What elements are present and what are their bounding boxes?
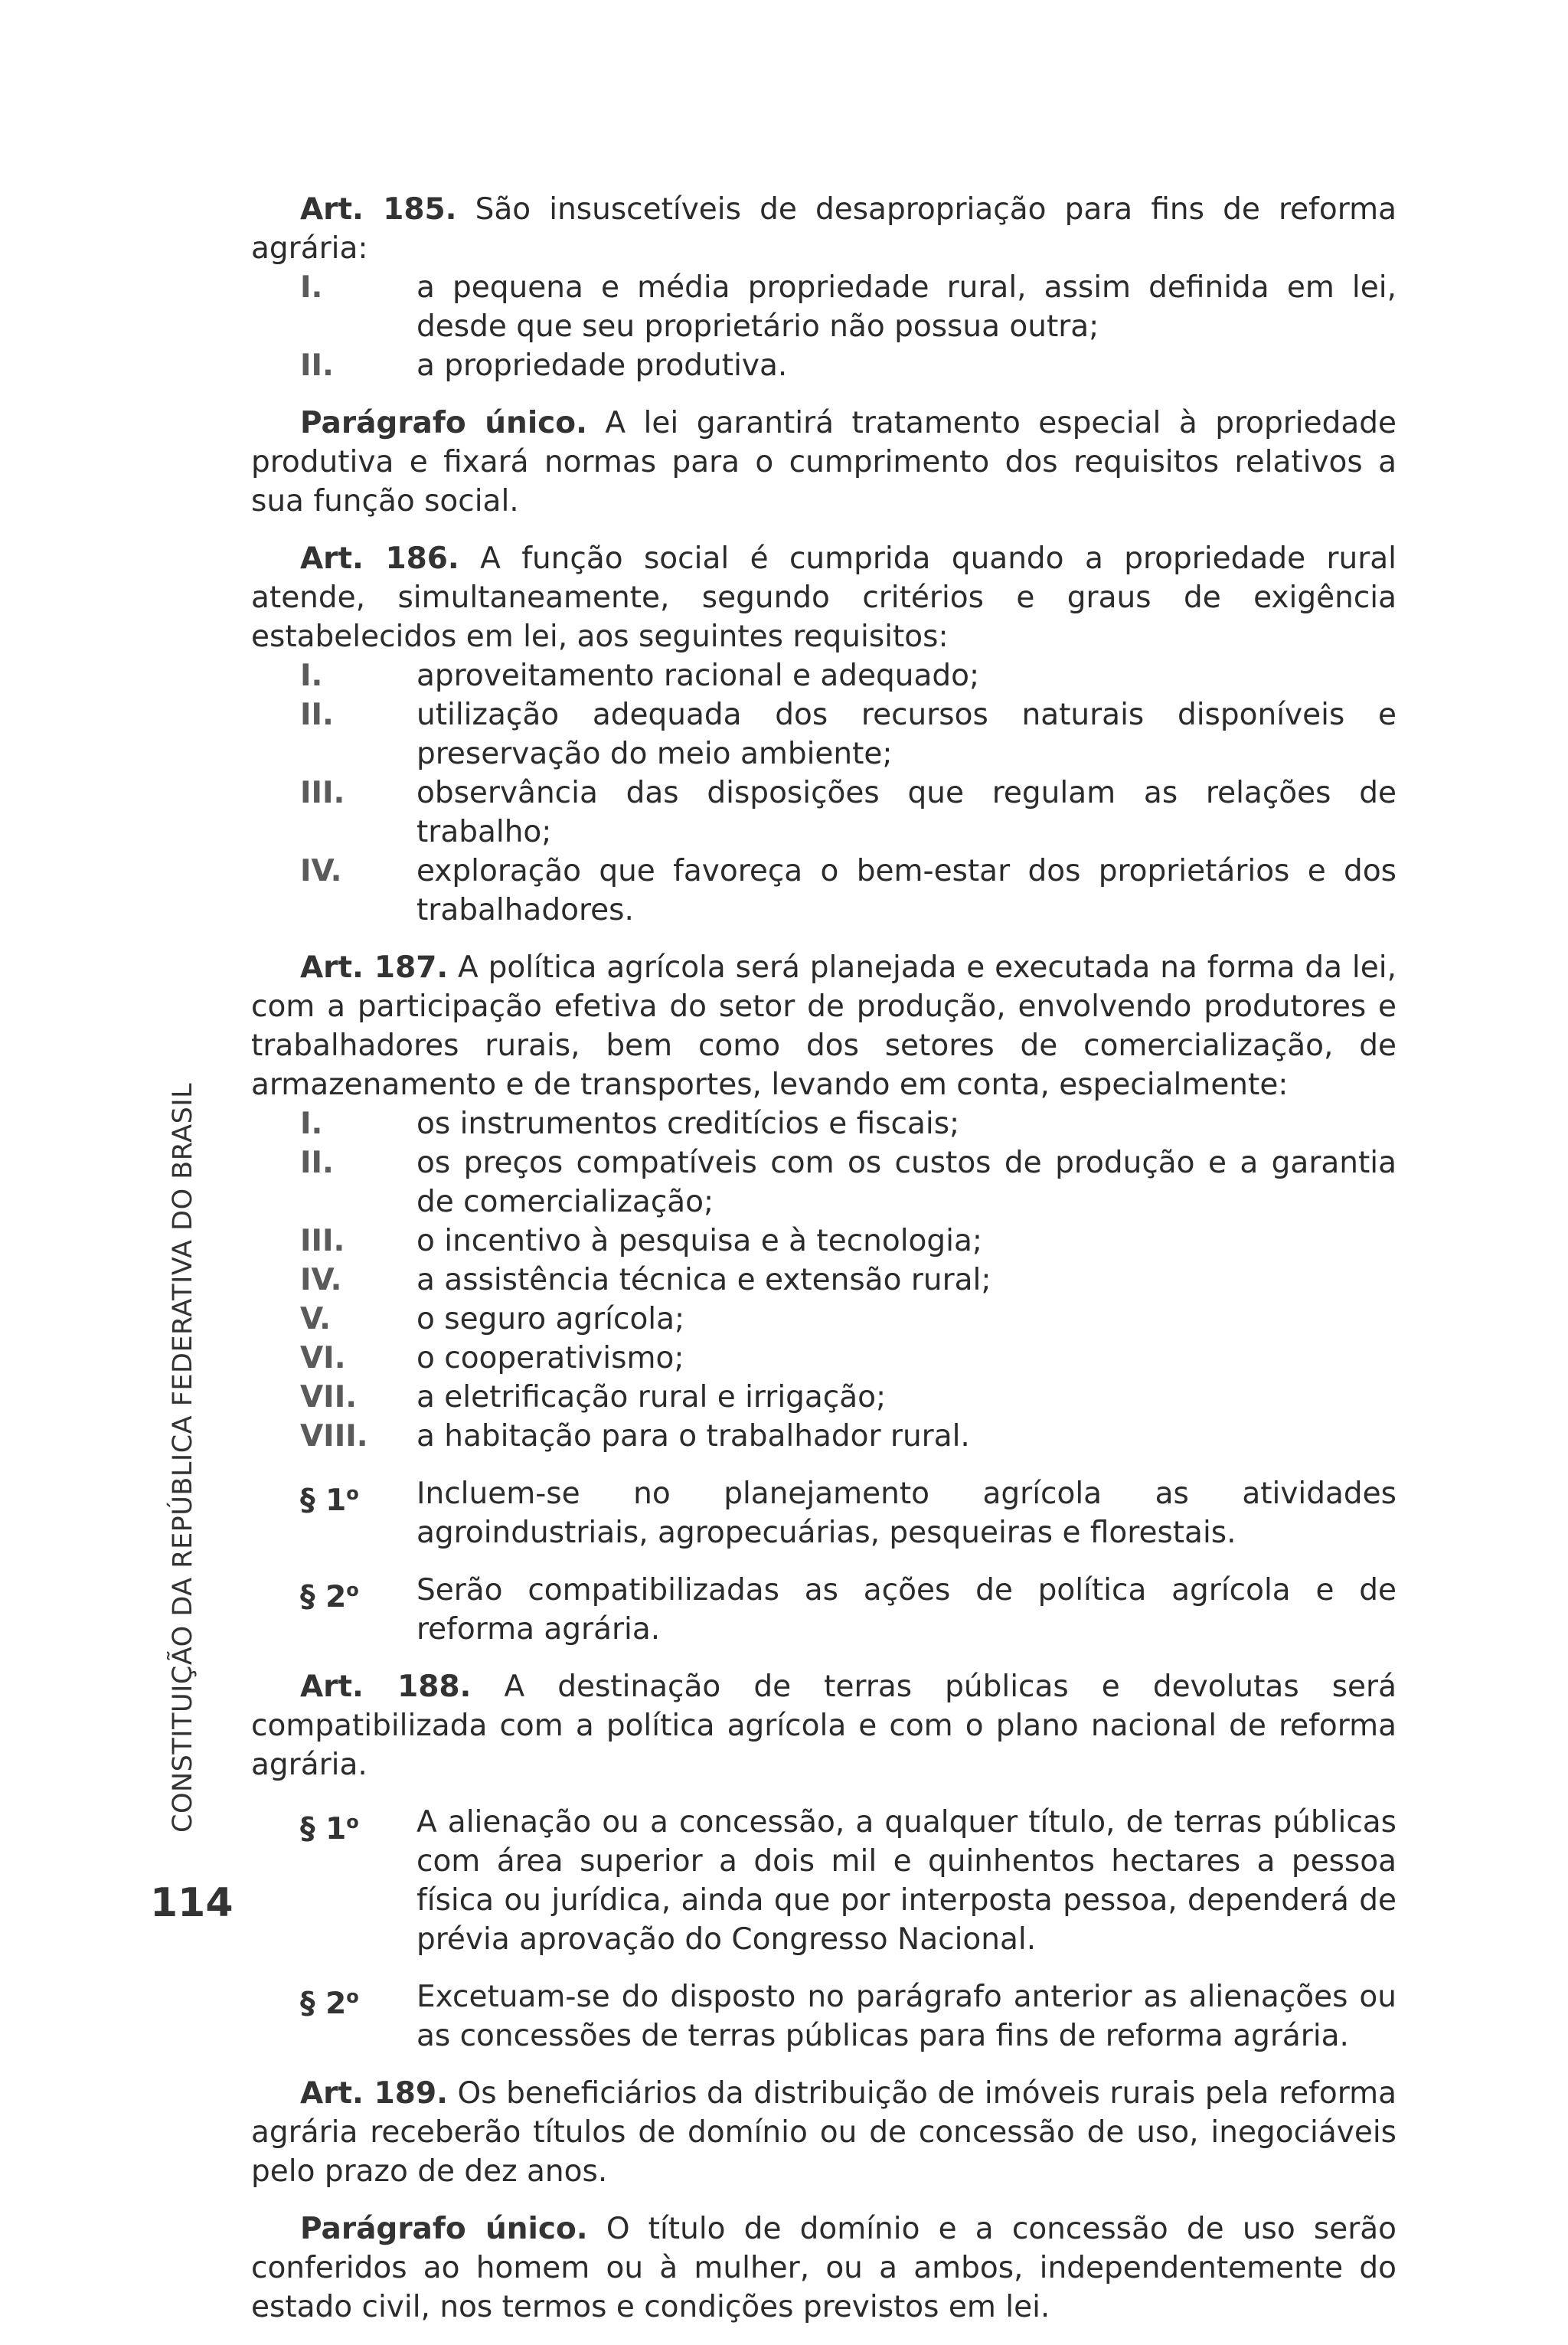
item-text: a eletrificação rural e irrigação; <box>416 1380 887 1415</box>
item-text: o cooperativismo; <box>416 1341 684 1375</box>
item-number: VI. <box>300 1341 346 1375</box>
list-item <box>251 1222 1396 1261</box>
item-number: V. <box>300 1302 331 1336</box>
list-item <box>251 695 1396 773</box>
paragraph-text: A lei garantirá tratamento especial à propriedade produtiva e fixará normas para o cumprimento dos requisitos relativos a sua função social. <box>251 406 1397 518</box>
list-item <box>251 1378 1396 1417</box>
running-title: CONSTITUIÇÃO DA REPÚBLICA FEDERATIVA DO BRASIL <box>168 1082 198 1833</box>
item-number: II. <box>300 1146 334 1180</box>
section-symbol: § 1$^o$ <box>300 1811 359 1846</box>
paragraph-label: Parágrafo único. <box>300 2212 588 2246</box>
item-number: VII. <box>300 1380 358 1415</box>
ordinal-mark: o <box>346 1579 359 1601</box>
item-text: a propriedade produtiva. <box>416 348 788 383</box>
article-label: Art. 188. <box>300 1670 472 1704</box>
item-number: II. <box>300 698 334 732</box>
item-number: VIII. <box>300 1419 368 1454</box>
item-text: aproveitamento racional e adequado; <box>416 659 980 693</box>
section-text: Excetuam-se do disposto no parágrafo anterior as alienações ou as concessões de terras públicas para fins de reforma agrária. <box>416 1980 1396 2053</box>
article-185-paragrafo-unico <box>251 404 1396 521</box>
article-label: Art. 185. <box>300 192 457 227</box>
section-symbol: § 1$^o$ <box>300 1483 359 1518</box>
item-text: utilização adequada dos recursos naturais disponíveis e preservação do meio ambiente; <box>416 698 1396 771</box>
article-185 <box>251 190 1396 385</box>
article-text: A destinação de terras públicas e devolutas será compatibilizada com a política agrícola e com o plano nacional de reforma agrária. <box>251 1670 1396 1782</box>
item-number: I. <box>300 1107 323 1141</box>
item-number: IV. <box>300 1263 342 1297</box>
item-number: I. <box>300 659 323 693</box>
item-text: observância das disposições que regulam as relações de trabalho; <box>416 776 1396 849</box>
article-label: Art. 186. <box>300 541 459 576</box>
article-text: São insuscetíveis de desapropriação para fins de reforma agrária: <box>251 192 1396 266</box>
article-text: A política agrícola será planejada e executada na forma da lei, com a participação efetiva do setor de produção, envolvendo produtores e trabalhadores rurais, bem como dos setores de comercialização, de armazenamento e de transportes, levando em conta, especialmente: <box>251 950 1396 1102</box>
list-item <box>251 852 1396 930</box>
list-item <box>251 656 1396 695</box>
item-number: IV. <box>300 854 342 888</box>
section-text: Incluem-se no planejamento agrícola as atividades agroindustriais, agropecuárias, pesqueiras e florestais. <box>416 1477 1396 1550</box>
ordinal-mark: o <box>346 1483 359 1504</box>
article-187-section-1 <box>251 1474 1396 1552</box>
list-item <box>251 1417 1396 1456</box>
article-188 <box>251 1667 1396 1784</box>
paragraph-text: O título de domínio e a concessão de uso serão conferidos ao homem ou à mulher, ou a ambos, independentemente do estado civil, nos termos e condições previstos em lei. <box>251 2212 1397 2324</box>
ordinal-mark: o <box>346 1986 359 2007</box>
item-number: II. <box>300 348 334 383</box>
article-189-caput <box>251 2074 1396 2191</box>
article-label: Art. 187. <box>300 950 449 985</box>
list-item <box>251 1300 1396 1339</box>
page-number: 114 <box>150 1880 234 1926</box>
article-187-caput <box>251 948 1396 1104</box>
item-text: a pequena e média propriedade rural, assim definida em lei, desde que seu proprietário não possua outra; <box>416 270 1396 344</box>
item-number: III. <box>300 1224 345 1258</box>
article-188-caput <box>251 1667 1396 1784</box>
page-body <box>251 190 1396 2345</box>
article-187-section-2 <box>251 1571 1396 1649</box>
article-189 <box>251 2074 1396 2191</box>
item-text: a assistência técnica e extensão rural; <box>416 1263 991 1297</box>
list-item <box>251 773 1396 852</box>
item-text: exploração que favoreça o bem-estar dos proprietários e dos trabalhadores. <box>416 854 1396 927</box>
article-187 <box>251 948 1396 1456</box>
article-label: Art. 189. <box>300 2076 448 2111</box>
section-text: Serão compatibilizadas as ações de política agrícola e de reforma agrária. <box>416 1573 1396 1647</box>
article-188-section-1 <box>251 1803 1396 1959</box>
item-text: o incentivo à pesquisa e à tecnologia; <box>416 1224 983 1258</box>
item-text: a habitação para o trabalhador rural. <box>416 1419 970 1454</box>
section-text: A alienação ou a concessão, a qualquer título, de terras públicas com área superior a dois mil e quinhentos hectares a pessoa física ou jurídica, ainda que por interposta pessoa, dependerá de prévia aprovação do Congresso Nacional. <box>416 1805 1396 1957</box>
article-text: A função social é cumprida quando a propriedade rural atende, simultaneamente, segundo critérios e graus de exigência estabelecidos em lei, aos seguintes requisitos: <box>251 541 1396 654</box>
list-item <box>251 346 1396 385</box>
item-number: III. <box>300 776 345 810</box>
ordinal-mark: o <box>346 1811 359 1833</box>
item-text: os instrumentos creditícios e fiscais; <box>416 1107 960 1141</box>
list-item <box>251 268 1396 346</box>
item-text: os preços compatíveis com os custos de produção e a garantia de comercialização; <box>416 1146 1396 1219</box>
list-item <box>251 1104 1396 1143</box>
article-189-paragrafo-unico <box>251 2209 1396 2327</box>
article-186-caput <box>251 539 1396 656</box>
item-number: I. <box>300 270 323 305</box>
article-186 <box>251 539 1396 930</box>
article-text: Os beneficiários da distribuição de imóveis rurais pela reforma agrária receberão títulos de domínio ou de concessão de uso, inegociáveis pelo prazo de dez anos. <box>251 2076 1396 2189</box>
section-symbol: § 2$^o$ <box>300 1579 359 1614</box>
article-188-section-2 <box>251 1977 1396 2056</box>
item-text: o seguro agrícola; <box>416 1302 685 1336</box>
list-item <box>251 1143 1396 1222</box>
paragraph-label: Parágrafo único. <box>300 406 587 440</box>
list-item <box>251 1339 1396 1378</box>
article-185-caput <box>251 190 1396 268</box>
list-item <box>251 1261 1396 1300</box>
section-symbol: § 2$^o$ <box>300 1986 359 2021</box>
